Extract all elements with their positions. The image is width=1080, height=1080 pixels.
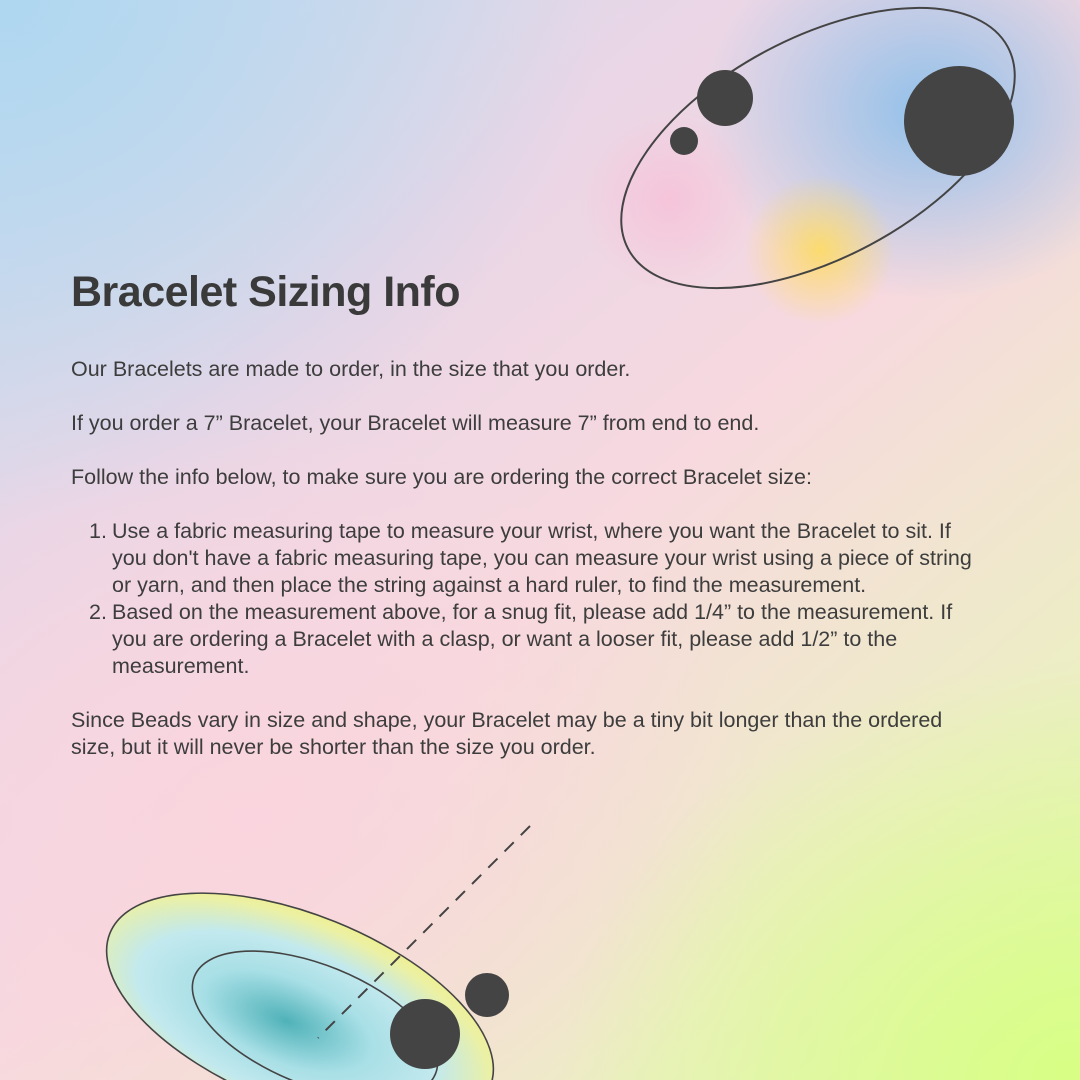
sizing-info-content xyxy=(71,266,991,761)
follow-paragraph: Follow the info below, to make sure you are ordering the correct Bracelet size: xyxy=(71,465,812,489)
bead-variance-note: Since Beads vary in size and shape, your Bracelet may be a tiny bit longer than the ordered size, but it will never be shorter than the size you order. xyxy=(71,708,943,759)
list-item xyxy=(71,518,991,599)
planet-large xyxy=(904,66,1014,176)
made-to-order-paragraph: Our Bracelets are made to order, in the size that you order. xyxy=(71,357,631,381)
list-item xyxy=(71,599,991,680)
step-number: 1. xyxy=(89,519,107,543)
planet-bottom-small xyxy=(465,973,509,1017)
step-text: Use a fabric measuring tape to measure your wrist, where you want the Bracelet to sit. If you don't have a fabric measuring tape, you can measure your wrist using a piece of string or yarn, and then place the string against a hard ruler, to find the measurement. xyxy=(112,519,972,597)
example-paragraph: If you order a 7” Bracelet, your Bracelet will measure 7” from end to end. xyxy=(71,411,760,435)
page-title: Bracelet Sizing Info xyxy=(71,268,461,316)
planet-bottom-large xyxy=(390,999,460,1069)
step-text: Based on the measurement above, for a snug fit, please add 1/4” to the measurement. If you are ordering a Bracelet with a clasp, or want a looser fit, please add 1/2” to the measurement. xyxy=(112,600,953,678)
sizing-steps-list xyxy=(71,518,991,680)
planet-medium xyxy=(697,70,753,126)
planet-small xyxy=(670,127,698,155)
step-number: 2. xyxy=(89,600,107,624)
